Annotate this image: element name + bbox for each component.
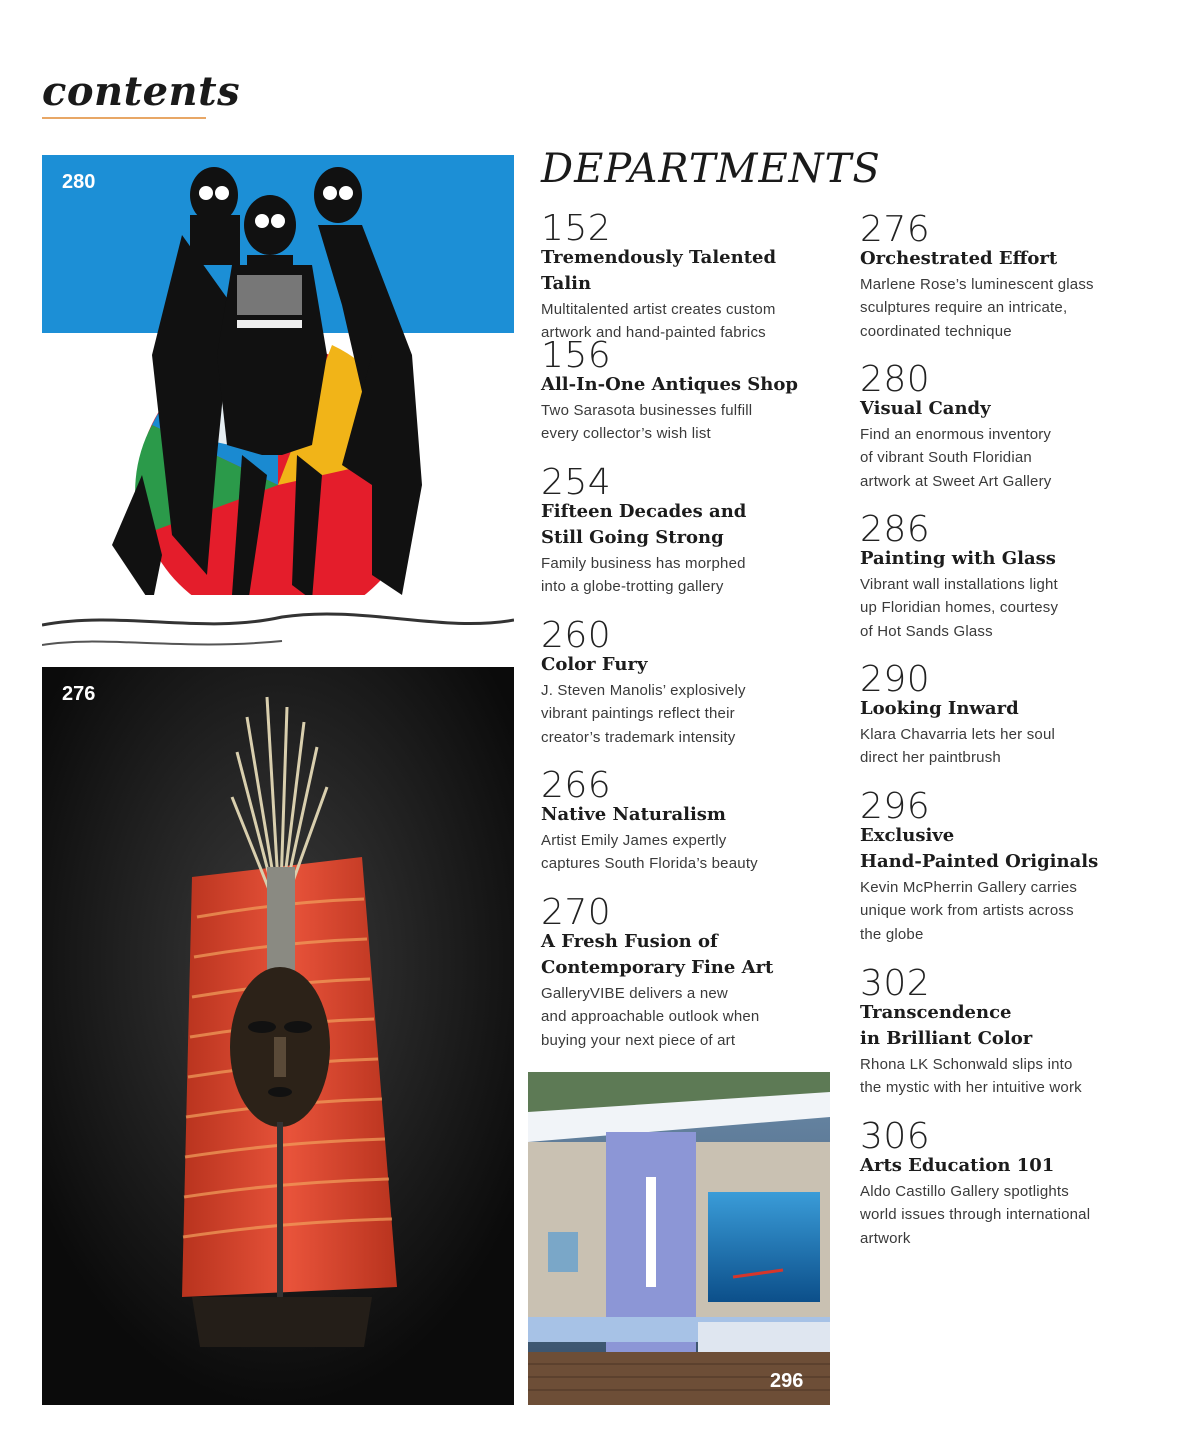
page-number: 296: [860, 786, 931, 827]
toc-entry[interactable]: [860, 660, 1140, 770]
page-number: 290: [860, 659, 931, 700]
toc-entry[interactable]: [541, 766, 821, 876]
entry-title: Exclusive Hand-Painted Originals: [860, 825, 1099, 872]
toc-entry[interactable]: [541, 893, 821, 1052]
entry-title: Painting with Glass: [860, 548, 1056, 569]
entry-description: Artist Emily James expertly captures South Florida’s beauty: [541, 832, 758, 873]
page-number: 286: [860, 509, 931, 550]
entry-description: Aldo Castillo Gallery spotlights world issues through international artwork: [860, 1183, 1091, 1247]
women-painting-graphic: [42, 155, 514, 657]
page-number: 260: [541, 615, 612, 656]
artwork-image-mask[interactable]: [42, 667, 514, 1405]
entry-description: Klara Chavarria lets her soul direct her paintbrush: [860, 726, 1056, 767]
toc-entry[interactable]: [860, 1117, 1140, 1250]
entry-description: Rhona LK Schonwald slips into the mystic with her intuitive work: [860, 1056, 1082, 1097]
toc-entry[interactable]: [541, 463, 821, 599]
section-heading: DEPARTMENTS: [541, 146, 881, 192]
toc-entry[interactable]: [860, 964, 1140, 1100]
entry-description: Vibrant wall installations light up Floridian homes, courtesy of Hot Sands Glass: [860, 576, 1059, 640]
artwork-image-women[interactable]: [42, 155, 514, 657]
page-ref-label: 280: [62, 171, 96, 193]
entry-description: Multitalented artist creates custom artwork and hand-painted fabrics: [541, 301, 776, 342]
page-number: 266: [541, 765, 612, 806]
page-number: 156: [541, 335, 612, 376]
entry-title: Tremendously Talented Talin: [541, 247, 777, 294]
entry-title: Color Fury: [541, 654, 648, 675]
entry-title: All-In-One Antiques Shop: [541, 374, 798, 395]
entry-title: Arts Education 101: [860, 1155, 1055, 1176]
entry-description: Kevin McPherrin Gallery carries unique work from artists across the globe: [860, 879, 1078, 943]
page-ref-label: 276: [62, 683, 96, 705]
page-number: 302: [860, 963, 931, 1004]
toc-entry[interactable]: [541, 616, 821, 749]
toc-entry[interactable]: [860, 360, 1140, 493]
page-number: 270: [541, 892, 612, 933]
page-number: 276: [860, 209, 931, 250]
entry-description: J. Steven Manolis’ explosively vibrant paintings reflect their creator’s trademark intensity: [541, 682, 746, 746]
toc-entry[interactable]: [860, 787, 1140, 946]
entry-title: Fifteen Decades and Still Going Strong: [541, 501, 747, 548]
entry-description: GalleryVIBE delivers a new and approachable outlook when buying your next piece of art: [541, 985, 760, 1049]
entry-title: Looking Inward: [860, 698, 1019, 719]
toc-entry[interactable]: [860, 510, 1140, 643]
mask-sculpture-graphic: [42, 667, 514, 1405]
page-ref-label: 296: [770, 1370, 804, 1392]
entry-title: Orchestrated Effort: [860, 248, 1058, 269]
toc-entry[interactable]: [541, 336, 821, 446]
page-number: 152: [541, 208, 612, 249]
house-interior-graphic: [528, 1072, 830, 1405]
entry-description: Two Sarasota businesses fulfill every collector’s wish list: [541, 402, 753, 443]
toc-entry[interactable]: [541, 209, 821, 345]
page-number: 280: [860, 359, 931, 400]
entry-title: Native Naturalism: [541, 804, 726, 825]
artwork-image-house[interactable]: [528, 1072, 830, 1405]
page-number: 254: [541, 462, 612, 503]
entry-title: Transcendence in Brilliant Color: [860, 1002, 1033, 1049]
title-underline: [42, 117, 206, 119]
entry-description: Find an enormous inventory of vibrant South Floridian artwork at Sweet Art Gallery: [860, 426, 1052, 490]
entry-description: Family business has morphed into a globe-trotting gallery: [541, 555, 746, 596]
entry-description: Marlene Rose’s luminescent glass sculptures require an intricate, coordinated technique: [860, 276, 1094, 340]
toc-entry[interactable]: [860, 210, 1140, 343]
entry-title: A Fresh Fusion of Contemporary Fine Art: [541, 931, 774, 978]
page-title: contents: [42, 68, 241, 115]
entry-title: Visual Candy: [860, 398, 991, 419]
page-number: 306: [860, 1116, 931, 1157]
